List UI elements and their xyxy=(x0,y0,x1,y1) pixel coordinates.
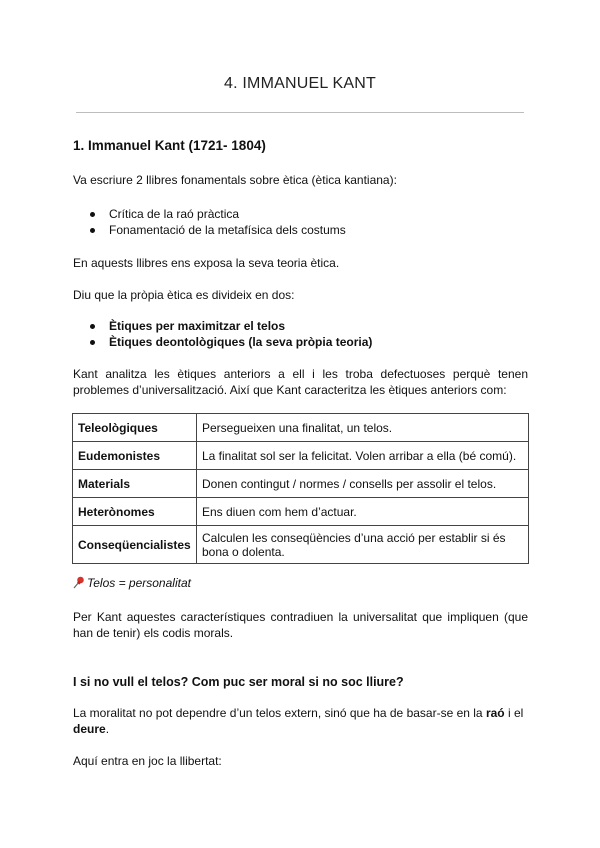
list-item: Fonamentació de la metafísica dels costums xyxy=(73,222,528,238)
paragraph-theory: En aquests llibres ens exposa la seva teoria ètica. xyxy=(73,256,340,270)
duty-term: deure xyxy=(73,722,106,736)
pushpin-icon xyxy=(73,575,87,591)
table-term: Materials xyxy=(73,470,197,498)
list-item: Ètiques per maximitzar el telos xyxy=(73,318,528,334)
table-term: Eudemonistes xyxy=(73,442,197,470)
ethics-characteristics-table xyxy=(72,413,529,564)
bullet-icon xyxy=(90,212,95,217)
table-description: Persegueixen una finalitat, un telos. xyxy=(197,414,529,442)
table-term: Heterònomes xyxy=(73,498,197,526)
table-row xyxy=(73,526,529,564)
section-heading: 1. Immanuel Kant (1721- 1804) xyxy=(73,138,266,153)
paragraph-analysis: Kant analitza les ètiques anteriors a ell i les troba defectuoses perquè tenen problemes d’universalització. Així que Kant caracteritza les ètiques anteriors com: xyxy=(73,367,528,397)
subheading-freedom: I si no vull el telos? Com puc ser moral si no soc lliure? xyxy=(73,675,404,689)
table-row xyxy=(73,414,529,442)
table-description: La finalitat sol ser la felicitat. Volen arribar a ella (bé comú). xyxy=(197,442,529,470)
bullet-icon xyxy=(90,340,95,345)
paragraph-freedom: Aquí entra en joc la llibertat: xyxy=(73,754,222,768)
ethics-types-list xyxy=(73,318,528,350)
books-list xyxy=(73,206,528,238)
document-title: 4. IMMANUEL KANT xyxy=(224,75,376,92)
list-item: Ètiques deontològiques (la seva pròpia teoria) xyxy=(73,334,528,350)
table-term: Teleològiques xyxy=(73,414,197,442)
bullet-icon xyxy=(90,324,95,329)
paragraph-division: Diu que la pròpia ètica es divideix en dos: xyxy=(73,288,295,302)
paragraph-books-intro: Va escriure 2 llibres fonamentals sobre ètica (ètica kantiana): xyxy=(73,173,397,187)
table-row xyxy=(73,498,529,526)
telos-note-text: Telos = personalitat xyxy=(87,576,191,590)
table-row xyxy=(73,442,529,470)
table-description: Calculen les conseqüències d’una acció per establir si és bona o dolenta. xyxy=(197,526,529,564)
telos-note xyxy=(73,575,528,591)
paragraph-universality: Per Kant aquestes característiques contradiuen la universalitat que impliquen (que han de tenir) els codis morals. xyxy=(73,610,528,640)
bullet-icon xyxy=(90,228,95,233)
title-divider xyxy=(76,112,524,113)
table-term: Conseqüencialistes xyxy=(73,526,197,564)
table-description: Ens diuen com hem d’actuar. xyxy=(197,498,529,526)
list-item: Crítica de la raó pràctica xyxy=(73,206,528,222)
table-row xyxy=(73,470,529,498)
table-description: Donen contingut / normes / consells per assolir el telos. xyxy=(197,470,529,498)
reason-term: raó xyxy=(485,706,505,720)
paragraph-morality: La moralitat no pot dependre d’un telos extern, sinó que ha de basar-se en la raó i el deure. xyxy=(73,706,524,736)
